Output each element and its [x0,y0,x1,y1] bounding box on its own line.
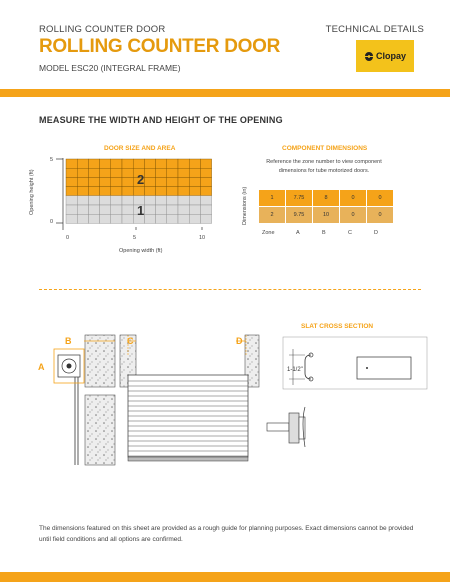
x-tick-0: 0 [66,235,70,241]
table-cell: 0 [367,190,394,207]
logo-mark-icon [364,51,374,61]
zone-2-cell [100,177,111,186]
zone-1-cell [156,196,167,205]
zone-2-cell [144,187,155,196]
zone-2-cell [66,177,77,186]
table-cell: 10 [313,207,340,224]
wall-lower [85,395,115,465]
zone-2-cell [88,159,99,168]
table-cell: 8 [313,190,340,207]
zone-1-cell [77,196,88,205]
zone-1-cell [88,205,99,214]
zone-2-cell [100,168,111,177]
header-category: ROLLING COUNTER DOOR [39,24,166,35]
zone-header-row [258,230,398,240]
header-band [0,89,450,97]
zone-1-cell [122,196,133,205]
zone-2-cell [156,177,167,186]
zone-1-cell [111,205,122,214]
zone-1-cell [111,214,122,223]
zone-header-a: A [296,230,300,236]
zone-2-cell [77,168,88,177]
zone-1-cell [144,196,155,205]
zone-1-cell [178,196,189,205]
zone-1-cell [167,205,178,214]
zone-1-cell [200,196,211,205]
label-d: D [236,336,243,346]
lower-detail-block [289,413,299,443]
zone-2-cell [77,177,88,186]
zone-2-cell [189,168,200,177]
component-note: Reference the zone number to view component dimensions for tube motorized doors. [266,159,382,174]
lower-detail-bar [267,423,289,431]
zone-1-cell [88,214,99,223]
zone-1-cell [77,205,88,214]
zone-1-cell [100,205,111,214]
slat-dimension-label: 1-1/2" [287,367,303,373]
zone-2-cell [111,168,122,177]
zone-2-cell [156,168,167,177]
zone-2-cell [77,187,88,196]
zone-1-cell [122,205,133,214]
zone-2-cell [66,168,77,177]
page-title: ROLLING COUNTER DOOR [39,36,280,57]
coil-axle [67,364,72,369]
x-tick-10: 10 [199,235,206,241]
zone-2-cell [178,159,189,168]
zone-1-cell [122,214,133,223]
zone-1-cell [144,205,155,214]
label-b: B [65,336,72,346]
zone-header-b: B [322,230,326,236]
wall-upper [85,335,115,387]
label-a: A [38,362,45,372]
table-cell: 1 [259,190,286,207]
zone-2-label: 2 [137,172,145,187]
table-cell: 9.75 [286,207,313,224]
zone-2-cell [156,187,167,196]
zone-2-cell [88,168,99,177]
zone-2-cell [167,168,178,177]
zone-2-cell [133,187,144,196]
y-tick-0: 0 [50,219,54,225]
zone-1-cell [100,214,111,223]
zone-2-cell [100,159,111,168]
table-cell: 0 [367,207,394,224]
zone-2-cell [189,177,200,186]
zone-2-cell [111,177,122,186]
zone-2-cell [200,177,211,186]
zone-2-cell [122,187,133,196]
zone-2-cell [88,187,99,196]
zone-2-cell [200,187,211,196]
zone-1-cell [66,214,77,223]
header-technical-details: TECHNICAL DETAILS [325,24,424,35]
zone-1-cell [178,205,189,214]
zone-1-cell [200,205,211,214]
zone-1-cell [66,196,77,205]
zone-2-cell [144,177,155,186]
door-size-xlabel: Opening width (ft) [119,248,163,254]
zone-1-cell [100,196,111,205]
door-size-ylabel: Opening height (ft) [29,169,35,215]
slat-profile-left [305,355,311,379]
zone-1-cell [167,214,178,223]
zone-2-cell [200,159,211,168]
zone-2-cell [122,159,133,168]
brand-logo [356,40,414,72]
zone-2-cell [77,159,88,168]
door-size-grid [56,158,218,230]
section-divider [39,289,421,290]
zone-1-cell [189,205,200,214]
table-cell: 7.75 [286,190,313,207]
zone-2-cell [122,177,133,186]
footer-band [0,572,450,582]
x-tick-5: 5 [133,235,137,241]
table-cell: 2 [259,207,286,224]
zone-1-cell [156,205,167,214]
page-subtitle: MODEL ESC20 (INTEGRAL FRAME) [39,63,181,73]
zone-header-label: Zone [262,230,275,236]
zone-header-d: D [374,230,378,236]
zone-1-cell [167,196,178,205]
zone-2-cell [133,159,144,168]
zone-1-cell [77,214,88,223]
zone-2-cell [167,159,178,168]
zone-2-cell [122,168,133,177]
zone-1-cell [178,214,189,223]
zone-2-cell [167,187,178,196]
zone-2-cell [167,177,178,186]
zone-2-cell [200,168,211,177]
footer-note: The dimensions featured on this sheet are provided as a rough guide for planning purposes. Exact dimensions cannot be provided until field conditions and all options are confirmed. [39,525,414,543]
zone-1-cell [66,205,77,214]
zone-2-cell [66,187,77,196]
zone-2-cell [178,177,189,186]
zone-1-cell [88,196,99,205]
door-size-heading: DOOR SIZE AND AREA [104,145,176,152]
label-c: C [127,336,134,346]
slat-cross-section-drawing [265,333,435,463]
table-row [259,190,394,207]
zone-2-cell [178,168,189,177]
zone-2-cell [178,187,189,196]
zone-2-cell [111,187,122,196]
zone-1-cell [189,214,200,223]
component-table [258,189,394,224]
component-ylabel: Dimensions (in) [242,186,248,225]
table-cell: 0 [340,207,367,224]
zone-2-cell [88,177,99,186]
y-tick-5: 5 [50,157,54,163]
zone-2-cell [66,159,77,168]
zone-1-cell [200,214,211,223]
zone-2-cell [111,159,122,168]
zone-1-cell [189,196,200,205]
zone-2-cell [189,187,200,196]
lower-detail-guide [299,417,305,439]
zone-1-cell [156,214,167,223]
table-cell: 0 [340,190,367,207]
table-row [259,207,394,224]
zone-2-cell [189,159,200,168]
section-heading: MEASURE THE WIDTH AND HEIGHT OF THE OPENING [39,115,283,125]
zone-2-cell [144,168,155,177]
bottom-bar [128,457,248,461]
zone-1-cell [144,214,155,223]
component-heading: COMPONENT DIMENSIONS [282,145,368,152]
slat-cross-section-heading: SLAT CROSS SECTION [301,323,374,330]
zone-2-cell [156,159,167,168]
slat-body [357,357,411,379]
zone-2-cell [144,159,155,168]
slat-dot [366,367,368,369]
zone-1-label: 1 [137,203,145,218]
logo-text: Clopay [375,51,406,61]
zone-1-cell [111,196,122,205]
zone-2-cell [100,187,111,196]
door-section-drawing [30,325,260,475]
zone-header-c: C [348,230,352,236]
